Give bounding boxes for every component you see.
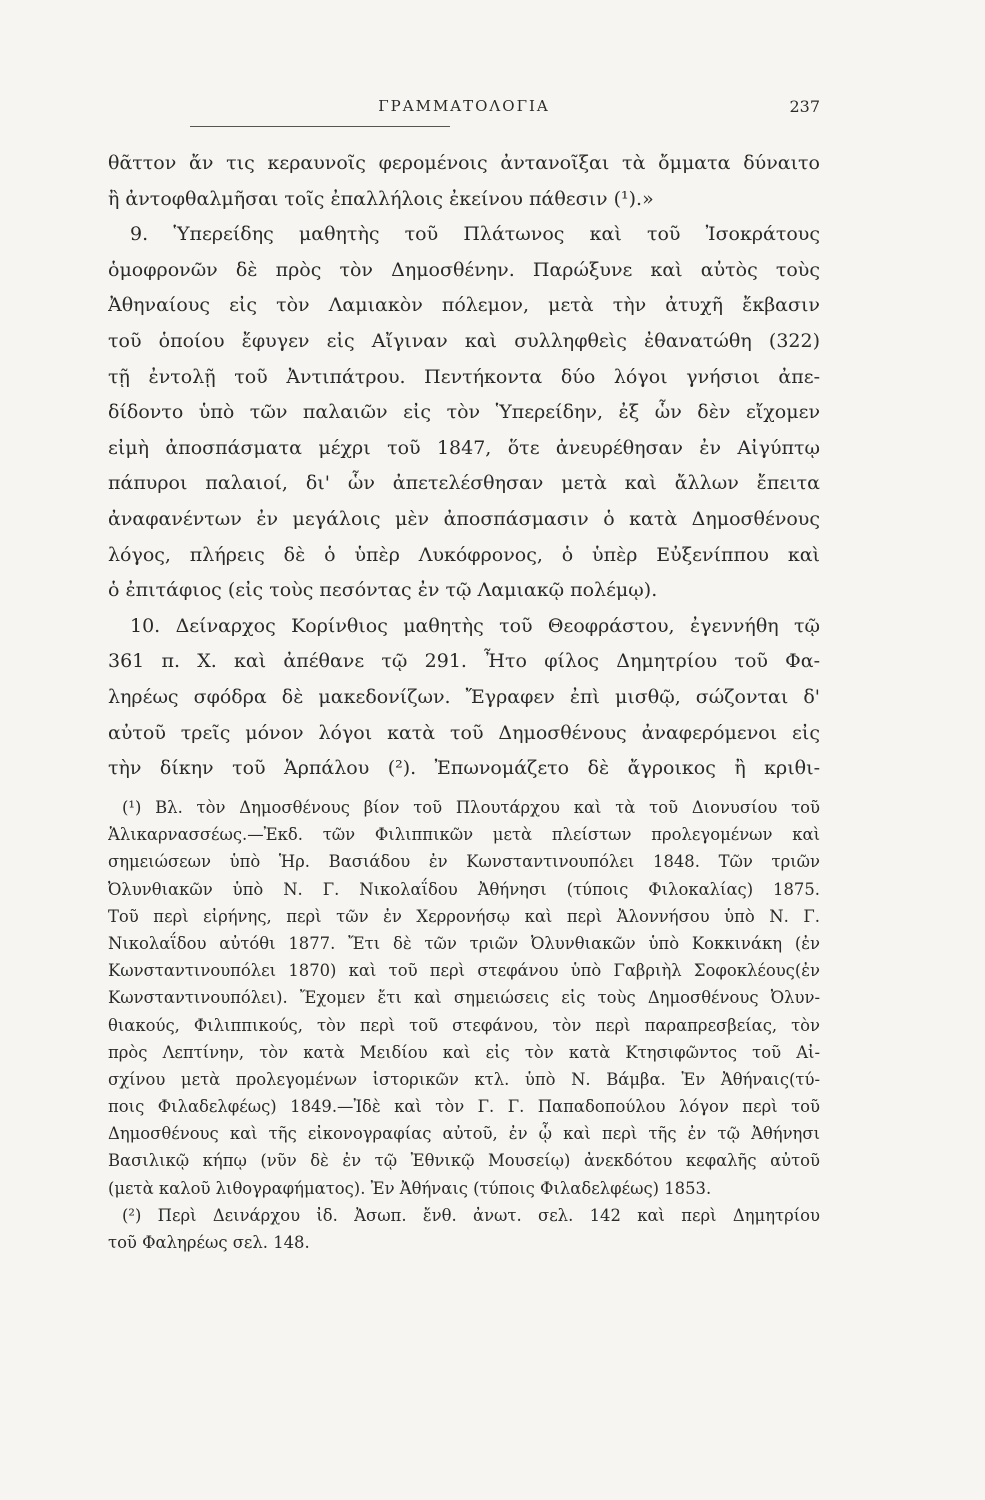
footnote-line: Δημοσθένους καὶ τῆς εἰκονογραφίας αὐτοῦ, ἐν ᾧ καὶ περὶ τῆς ἐν τῷ Ἀθήνησι — [108, 1124, 820, 1144]
footnote-line: (¹) Βλ. τὸν Δημοσθένους βίον τοῦ Πλουτάρχου καὶ τὰ τοῦ Διονυσίου τοῦ — [122, 798, 820, 817]
body-line: τὴν δίκην τοῦ Ἁρπάλου (²). Ἐπωνομάζετο δὲ ἄγροικος ἢ κριθι- — [108, 757, 820, 780]
body-line: τοῦ ὁποίου ἔφυγεν εἰς Αἴγιναν καὶ συλληφθεὶς ἐθανατώθη (322) — [108, 329, 820, 352]
footnote-line: Νικολαΐδου αὐτόθι 1877. Ἔτι δὲ τῶν τριῶν Ὀλυνθιακῶν ὑπὸ Κοκκινάκη (ἐν — [108, 933, 820, 953]
body-line: ὁ ἐπιτάφιος (εἰς τοὺς πεσόντας ἐν τῷ Λαμιακῷ πολέμῳ). — [108, 579, 658, 602]
body-text — [108, 146, 820, 787]
body-line: ἢ ἀντοφθαλμῆσαι τοῖς ἐπαλλήλοις ἐκείνου πάθεσιν (¹).» — [108, 187, 654, 210]
footnote-line: πρὸς Λεπτίνην, τὸν κατὰ Μειδίου καὶ εἰς τὸν κατὰ Κτησιφῶντος τοῦ Αἰ- — [108, 1042, 820, 1062]
footnote-line: Κωνσταντινουπόλει). Ἔχομεν ἔτι καὶ σημειώσεις εἰς τοὺς Δημοσθένους Ὀλυν- — [108, 988, 820, 1008]
body-line: ληρέως σφόδρα δὲ μακεδονίζων. Ἔγραφεν ἐπὶ μισθῷ, σώζονται δ' — [108, 685, 820, 708]
footnote-line: Βασιλικῷ κήπῳ (νῦν δὲ ἐν τῷ Ἐθνικῷ Μουσείῳ) ἀνεκδότου κεφαλῆς αὐτοῦ — [108, 1151, 820, 1171]
footnote-line: θιακούς, Φιλιππικούς, τὸν περὶ τοῦ στεφάνου, τὸν περὶ παραπρεσβείας, τὸν — [108, 1015, 820, 1035]
page-number: 237 — [789, 97, 820, 116]
footnote-line: Τοῦ περὶ εἰρήνης, περὶ τῶν ἐν Χερρονήσῳ καὶ περὶ Ἀλοννήσου ὑπὸ Ν. Γ. — [108, 906, 820, 926]
footnote-line: σχίνου μετὰ προλεγομένων ἱστορικῶν κτλ. ὑπὸ Ν. Βάμβα. Ἐν Ἀθήναις(τύ- — [108, 1069, 820, 1089]
footnote-line: Κωνσταντινουπόλει 1870) καὶ τοῦ περὶ στεφάνου ὑπὸ Γαβριὴλ Σοφοκλέους(ἐν — [108, 961, 820, 981]
body-line: Ἀθηναίους εἰς τὸν Λαμιακὸν πόλεμον, μετὰ τὴν ἀτυχῆ ἔκβασιν — [108, 294, 820, 317]
body-line: ἀναφανέντων ἐν μεγάλοις μὲν ἀποσπάσμασιν ὁ κατὰ Δημοσθένους — [108, 507, 820, 530]
footnote-line: Ὀλυνθιακῶν ὑπὸ Ν. Γ. Νικολαΐδου Ἀθήνησι (τύποις Φιλοκαλίας) 1875. — [108, 879, 820, 899]
footnotes — [108, 794, 820, 1256]
running-head — [108, 97, 820, 123]
footnote-line: (²) Περὶ Δεινάρχου ἰδ. Ἀσωπ. ἔνθ. ἀνωτ. σελ. 142 καὶ περὶ Δημητρίου — [122, 1205, 820, 1225]
body-line: λόγος, πλήρεις δὲ ὁ ὑπὲρ Λυκόφρονος, ὁ ὑπὲρ Εὐξενίππου καὶ — [108, 543, 820, 566]
footnote-line: (μετὰ καλοῦ λιθογραφήματος). Ἐν Ἀθήναις (τύποις Φιλαδελφέως) 1853. — [108, 1178, 712, 1198]
running-title: ΓΡΑΜΜΑΤΟΛΟΓΙΑ — [378, 97, 550, 115]
body-line: θᾶττον ἄν τις κεραυνοῖς φερομένοις ἀντανοῖξαι τὰ ὄμματα δύναιτο — [108, 152, 820, 174]
body-line: αὐτοῦ τρεῖς μόνον λόγοι κατὰ τοῦ Δημοσθένους ἀναφερόμενοι εἰς — [108, 721, 820, 744]
footnote-line: σημειώσεων ὑπὸ Ἡρ. Βασιάδου ἐν Κωνσταντινουπόλει 1848. Τῶν τριῶν — [108, 852, 820, 872]
footnote-line: Ἁλικαρνασσέως.—Ἐκδ. τῶν Φιλιππικῶν μετὰ πλείστων προλεγομένων καὶ — [108, 825, 820, 845]
body-line: τῇ ἐντολῇ τοῦ Ἀντιπάτρου. Πεντήκοντα δύο λόγοι γνήσιοι ἀπε- — [108, 365, 820, 388]
body-line: 10. Δείναρχος Κορίνθιος μαθητὴς τοῦ Θεοφράστου, ἐγεννήθη τῷ — [130, 614, 820, 637]
body-line: ὁμοφρονῶν δὲ πρὸς τὸν Δημοσθένην. Παρώξυνε καὶ αὐτὸς τοὺς — [108, 258, 820, 281]
body-line: 361 π. Χ. καὶ ἀπέθανε τῷ 291. Ἦτο φίλος Δημητρίου τοῦ Φα- — [108, 650, 820, 673]
body-line: δίδοντο ὑπὸ τῶν παλαιῶν εἰς τὸν Ὑπερείδην, ἐξ ὧν δὲν εἴχομεν — [108, 401, 820, 424]
header-rule — [190, 126, 450, 127]
body-line: 9. Ὑπερείδης μαθητὴς τοῦ Πλάτωνος καὶ τοῦ Ἰσοκράτους — [130, 223, 820, 246]
body-line: πάπυροι παλαιοί, δι' ὧν ἀπετελέσθησαν μετὰ καὶ ἄλλων ἔπειτα — [108, 472, 820, 495]
footnote-line: τοῦ Φαληρέως σελ. 148. — [108, 1233, 310, 1252]
body-line: εἰμὴ ἀποσπάσματα μέχρι τοῦ 1847, ὅτε ἀνευρέθησαν ἐν Αἰγύπτῳ — [108, 436, 820, 459]
footnote-line: ποις Φιλαδελφέως) 1849.—Ἰδὲ καὶ τὸν Γ. Γ. Παπαδοπούλου λόγον περὶ τοῦ — [108, 1097, 820, 1117]
